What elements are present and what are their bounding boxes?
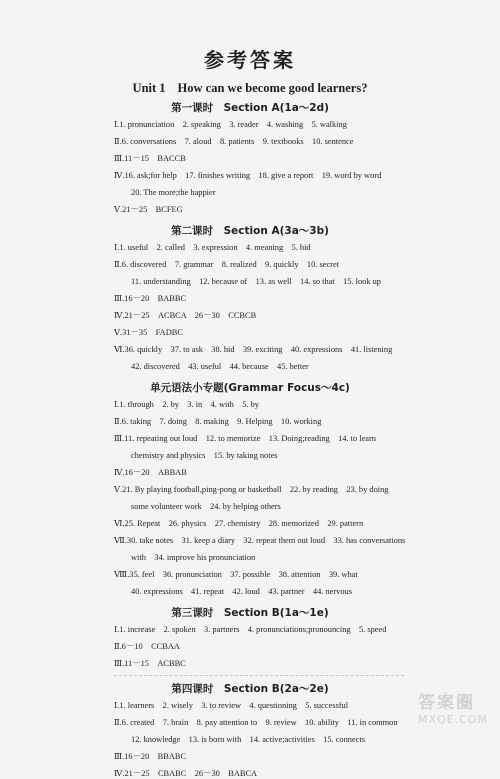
unit-heading: [0, 81, 500, 96]
page-title: 参考答案: [204, 48, 296, 72]
answer-line: Ⅳ.16－20 ABBAB: [114, 468, 187, 477]
answer-line: Ⅳ.21－25 ACBCA 26－30 CCBCB: [114, 311, 257, 320]
section-heading: 第一课时 Section A(1a～2d): [171, 102, 329, 114]
section-divider: [114, 675, 404, 676]
answer-line: Ⅰ.1. learners 2. wisely 3. to review 4. questioning 5. successful: [114, 701, 349, 710]
watermark-logo: 答案圈 MXQE.COM: [418, 693, 488, 726]
answer-line: Ⅲ.11－15 ACBBC: [114, 659, 186, 668]
section-heading: 第二课时 Section A(3a～3b): [171, 225, 329, 237]
section-heading: 第四课时 Section B(2a～2e): [171, 683, 329, 695]
answer-line: Ⅷ.35. feel 36. pronunciation 37. possible 38. attention 39. what: [114, 570, 358, 579]
answer-line: Ⅵ.25. Repeat 26. physics 27. chemistry 28. memorized 29. pattern: [114, 519, 364, 528]
unit-name: How can we become good learners?: [177, 81, 368, 95]
section-heading: 单元语法小专题(Grammar Focus～4c): [150, 382, 350, 394]
answer-line: Ⅰ.1. through 2. by 3. in 4. with 5. by: [114, 400, 259, 409]
answer-line: Ⅲ.16－20 BABBC: [114, 294, 187, 303]
answer-line: Ⅳ.21－25 CBABC 26－30 BABCA: [114, 769, 258, 778]
answer-line: 42. discovered 43. useful 44. because 45. better: [131, 362, 309, 371]
answer-line: Ⅴ.31－35 FADBC: [114, 328, 183, 337]
answer-line: with 34. improve his pronunciation: [131, 553, 256, 562]
section-heading: 第三课时 Section B(1a～1e): [171, 607, 329, 619]
answer-line: Ⅱ.6. taking 7. doing 8. making 9. Helping 10. working: [114, 417, 322, 426]
answer-line: 12. knowledge 13. is born with 14. active;activities 15. connects: [131, 735, 365, 744]
answer-line: Ⅴ.21. By playing football,ping-pong or basketball 22. by reading 23. by doing: [114, 485, 389, 494]
answer-line: Ⅲ.16－20 BBABC: [114, 752, 187, 761]
answer-line: 11. understanding 12. because of 13. as well 14. so that 15. look up: [131, 277, 381, 286]
answer-line: Ⅴ.21－25 BCFEG: [114, 205, 183, 214]
unit-number: Unit 1: [132, 81, 166, 95]
answer-line: Ⅱ.6. created 7. brain 8. pay attention to 9. review 10. ability 11. in common: [114, 718, 398, 727]
answer-line: Ⅶ.30. take notes 31. keep a diary 32. repeat them out loud 33. has conversations: [114, 536, 406, 545]
answer-line: 40. expressions 41. repeat 42. loud 43. partner 44. nervous: [131, 587, 352, 596]
answer-line: Ⅱ.6－10 CCBAA: [114, 642, 180, 651]
answer-line: Ⅰ.1. increase 2. spoken 3. partners 4. pronunciations;pronouncing 5. speed: [114, 625, 387, 634]
answer-line: Ⅲ.11. repeating out loud 12. to memorize 13. Doing;reading 14. to learn: [114, 434, 376, 443]
answer-line: Ⅵ.36. quickly 37. to ask 38. hid 39. exciting 40. expressions 41. listening: [114, 345, 393, 354]
answer-line: Ⅱ.6. discovered 7. grammar 8. realized 9. quickly 10. secret: [114, 260, 340, 269]
answer-line: some volunteer work 24. by helping others: [131, 502, 281, 511]
answer-line: Ⅰ.1. pronunciation 2. speaking 3. reader 4. washing 5. walking: [114, 120, 347, 129]
answer-line: Ⅳ.16. ask;for help 17. finishes writing 18. give a report 19. word by word: [114, 171, 382, 180]
answer-line: chemistry and physics 15. by taking notes: [131, 451, 278, 460]
answer-line: Ⅰ.1. useful 2. called 3. expression 4. meaning 5. hid: [114, 243, 311, 252]
answer-line: Ⅱ.6. conversations 7. aloud 8. patients 9. textbooks 10. sentence: [114, 137, 354, 146]
answer-line: 20. The more;the happier: [131, 188, 216, 197]
answer-line: Ⅲ.11－15 BACCB: [114, 154, 186, 163]
